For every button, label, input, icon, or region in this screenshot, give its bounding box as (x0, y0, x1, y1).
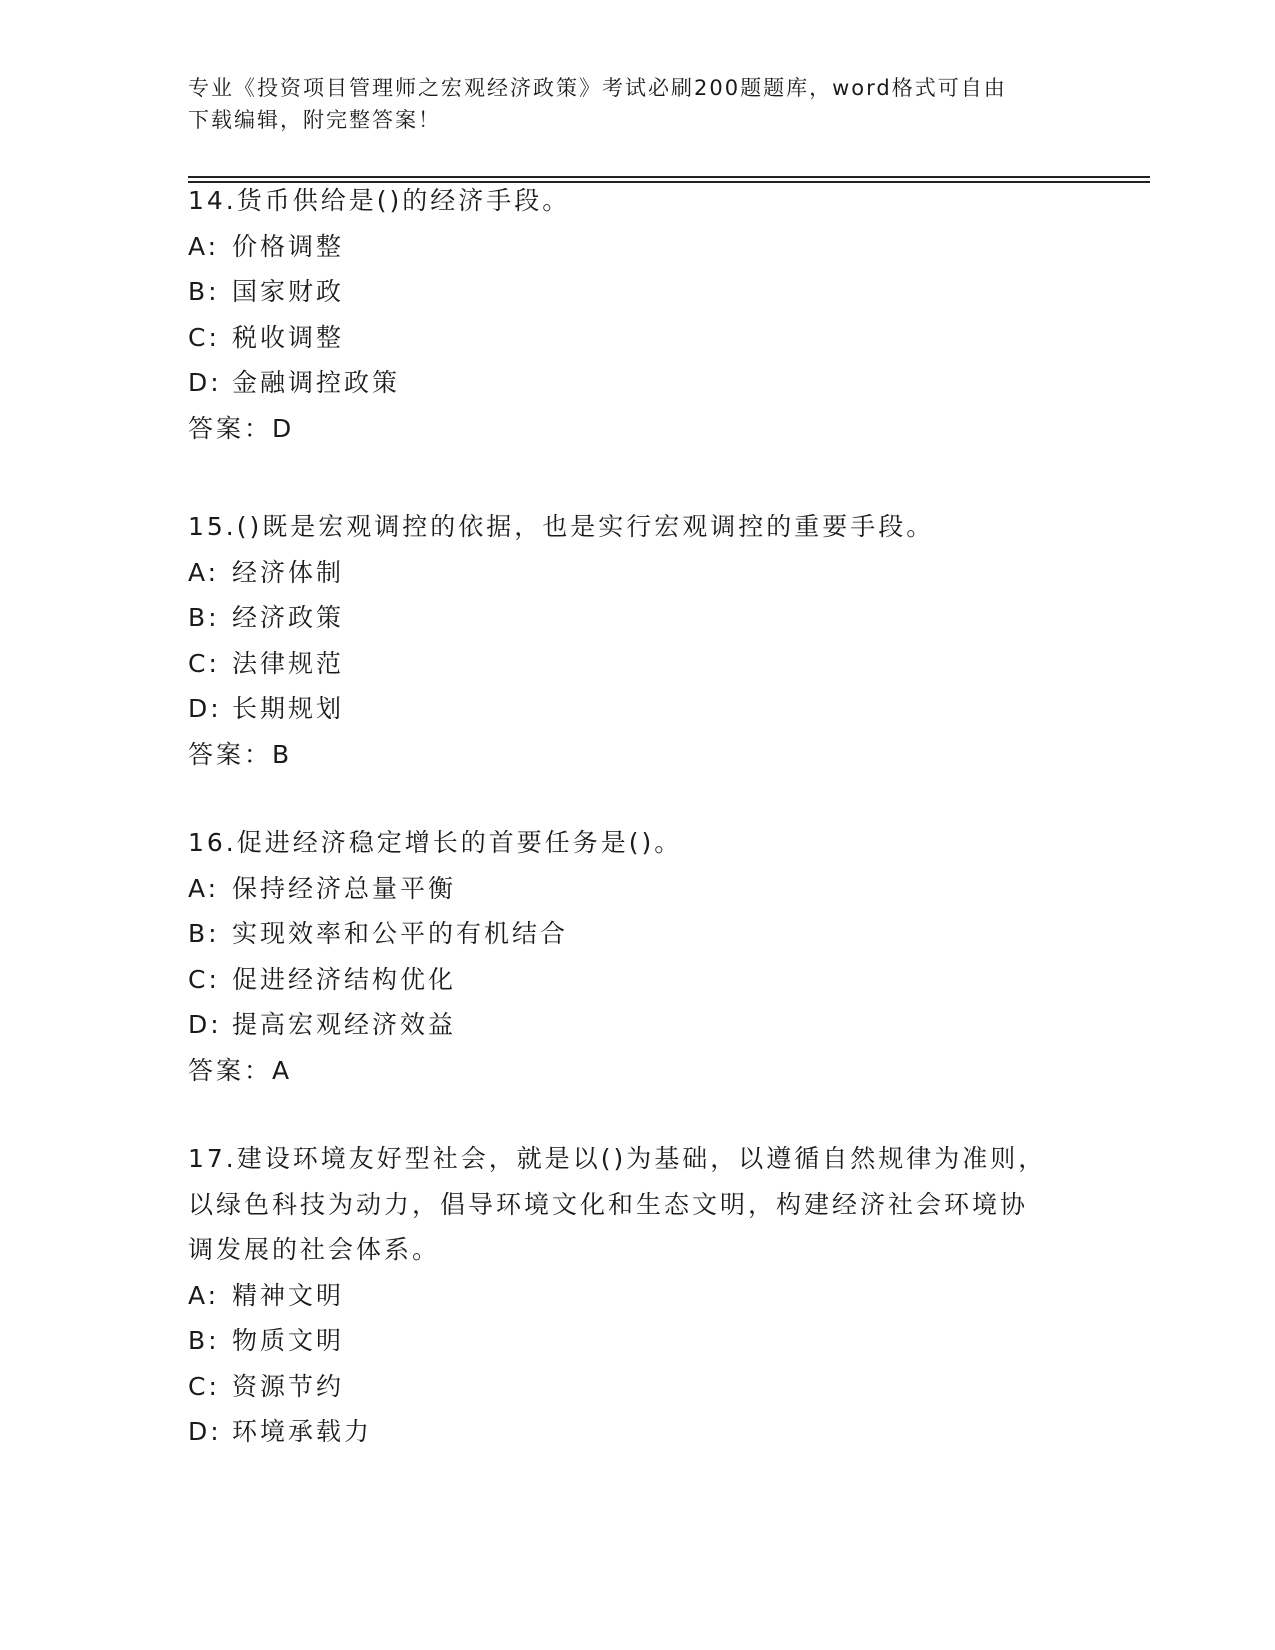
option-text: 税收调整 (232, 322, 345, 352)
option-text: 物质文明 (232, 1326, 345, 1355)
option-d (188, 1409, 1068, 1455)
question-stem-line-1: 17.建设环境友好型社会，就是以()为基础，以遵循自然规律为准则， (188, 1144, 1047, 1173)
question-stem: 15.()既是宏观调控的依据，也是实行宏观调控的重要手段。 (188, 512, 935, 541)
option-text: 保持经济总量平衡 (232, 873, 457, 903)
question-14 (188, 178, 1068, 451)
option-text: 法律规范 (232, 648, 345, 678)
option-label: B: (188, 603, 220, 632)
option-label: B: (188, 919, 220, 948)
option-label: C: (188, 648, 220, 678)
option-c (188, 641, 1068, 687)
question-15 (188, 504, 1068, 777)
option-text: 精神文明 (232, 1280, 345, 1310)
option-d (188, 360, 1068, 406)
option-text: 国家财政 (232, 277, 345, 306)
option-label: D: (188, 1010, 222, 1039)
option-label: D: (188, 694, 222, 723)
question-stem: 14.货币供给是()的经济手段。 (188, 186, 571, 215)
option-label: A: (188, 873, 220, 903)
option-a (188, 224, 1068, 270)
header-line-2: 下载编辑，附完整答案！ (188, 108, 441, 132)
option-label: A: (188, 557, 220, 587)
option-label: D: (188, 368, 222, 397)
question-stem-line-3: 调发展的社会体系。 (188, 1235, 441, 1264)
option-label: B: (188, 1326, 220, 1355)
option-text: 经济政策 (232, 603, 345, 632)
option-a (188, 550, 1068, 596)
option-label: C: (188, 1371, 220, 1401)
option-label: A: (188, 1280, 220, 1310)
document-header (188, 72, 1068, 136)
option-label: C: (188, 322, 220, 352)
option-text: 长期规划 (232, 694, 345, 723)
option-label: B: (188, 277, 220, 306)
option-label: C: (188, 964, 220, 994)
option-b (188, 595, 1068, 641)
header-line-1: 专业《投资项目管理师之宏观经济政策》考试必刷200题题库，word格式可自由 (188, 76, 1007, 100)
option-a (188, 866, 1068, 912)
option-c (188, 1364, 1068, 1410)
option-b (188, 1318, 1068, 1364)
question-stem-line-2: 以绿色科技为动力，倡导环境文化和生态文明，构建经济社会环境协 (188, 1189, 1029, 1219)
answer: 答案：A (188, 1055, 293, 1085)
option-text: 经济体制 (232, 557, 345, 587)
option-d (188, 1002, 1068, 1048)
option-text: 提高宏观经济效益 (232, 1010, 457, 1039)
option-label: A: (188, 231, 220, 261)
option-a (188, 1273, 1068, 1319)
option-label: D: (188, 1417, 222, 1446)
answer: 答案：B (188, 739, 293, 769)
option-text: 促进经济结构优化 (232, 964, 457, 994)
question-16 (188, 820, 1068, 1093)
option-text: 实现效率和公平的有机结合 (232, 919, 569, 948)
question-stem: 16.促进经济稳定增长的首要任务是()。 (188, 828, 683, 857)
option-b (188, 911, 1068, 957)
option-text: 环境承载力 (232, 1417, 373, 1446)
option-c (188, 957, 1068, 1003)
option-text: 资源节约 (232, 1371, 345, 1401)
question-17 (188, 1136, 1068, 1455)
option-text: 金融调控政策 (232, 368, 401, 397)
option-c (188, 315, 1068, 361)
option-text: 价格调整 (232, 231, 345, 261)
answer: 答案：D (188, 413, 295, 443)
option-d (188, 686, 1068, 732)
option-b (188, 269, 1068, 315)
